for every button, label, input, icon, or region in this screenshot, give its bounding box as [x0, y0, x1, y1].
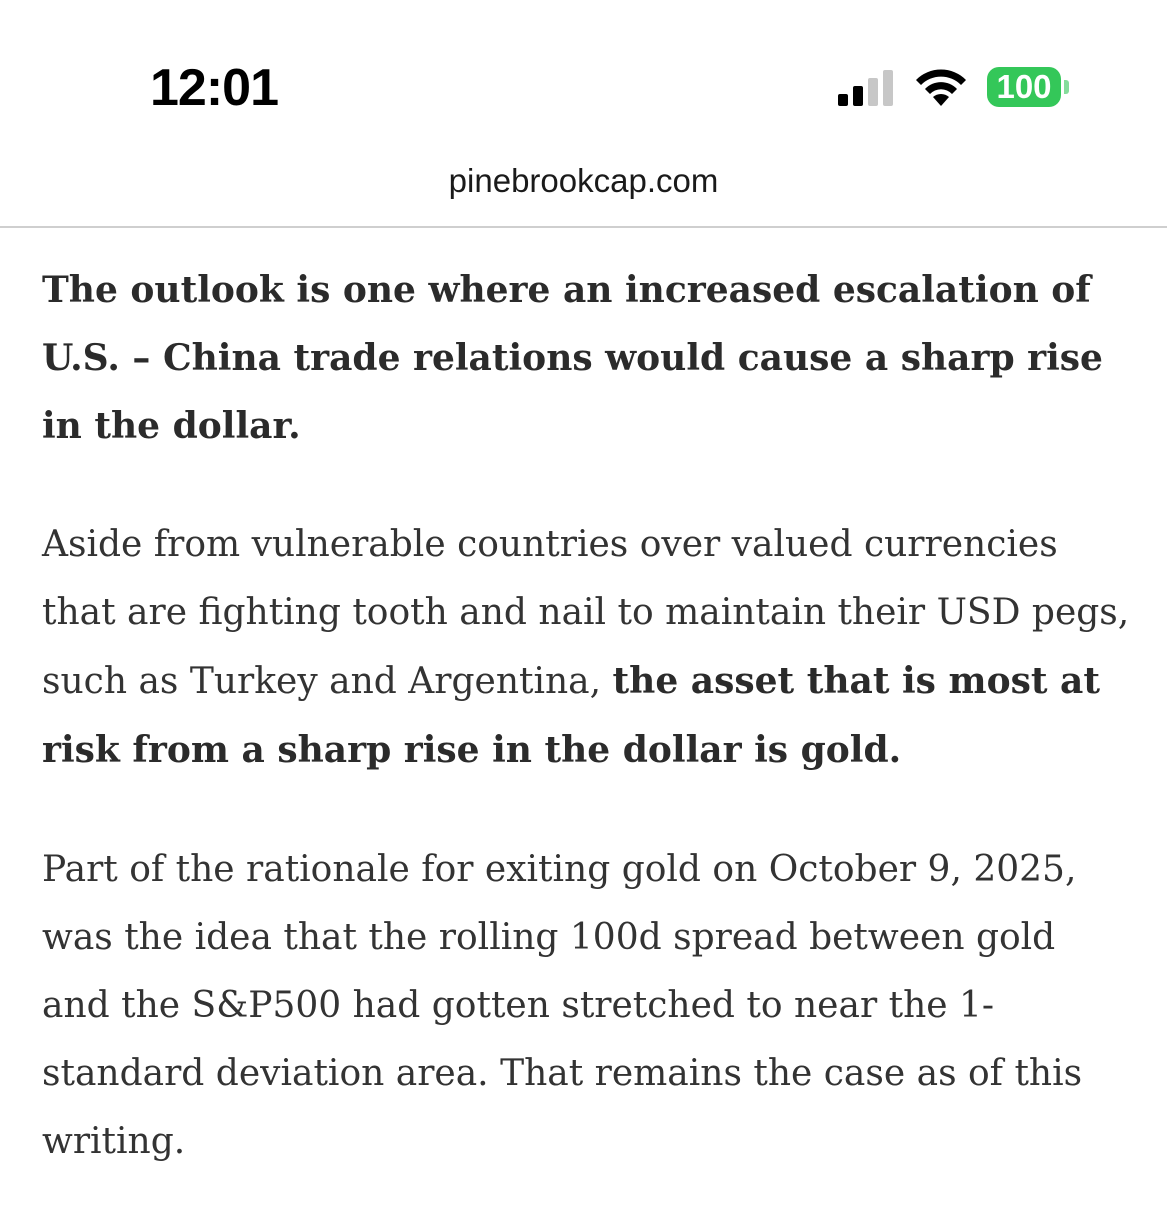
browser-url-bar[interactable] [0, 150, 1167, 228]
paragraph-gold-risk-text: Aside from vulnerable countries over valued currencies that are fighting tooth and nail to maintain their USD pegs, such as Turkey and Argentina, [42, 524, 1130, 702]
article-body [42, 256, 1132, 1227]
battery-tip [1064, 80, 1069, 94]
battery-icon [987, 67, 1061, 107]
cellular-signal-icon [836, 70, 896, 106]
battery-level: 100 [996, 68, 1052, 105]
wifi-icon [912, 66, 970, 108]
paragraph-gold-risk [42, 511, 1132, 785]
paragraph-rationale: Part of the rationale for exiting gold on October 9, 2025, was the idea that the rolling 100d spread between gold and the S&P500 had gotten stretched to near the 1-standard deviation area. That remains the case as of this writing. [42, 849, 1083, 1162]
status-time: 12:01 [150, 59, 278, 117]
paragraph-gold-risk-emphasis: the asset that is most at risk from a sharp rise in the dollar is gold. [42, 660, 1100, 771]
paragraph-outlook: The outlook is one where an increased escalation of U.S. – China trade relations would cause a sharp rise in the dollar. [42, 269, 1103, 447]
status-bar [0, 0, 1167, 150]
url-text[interactable]: pinebrookcap.com [448, 162, 719, 199]
